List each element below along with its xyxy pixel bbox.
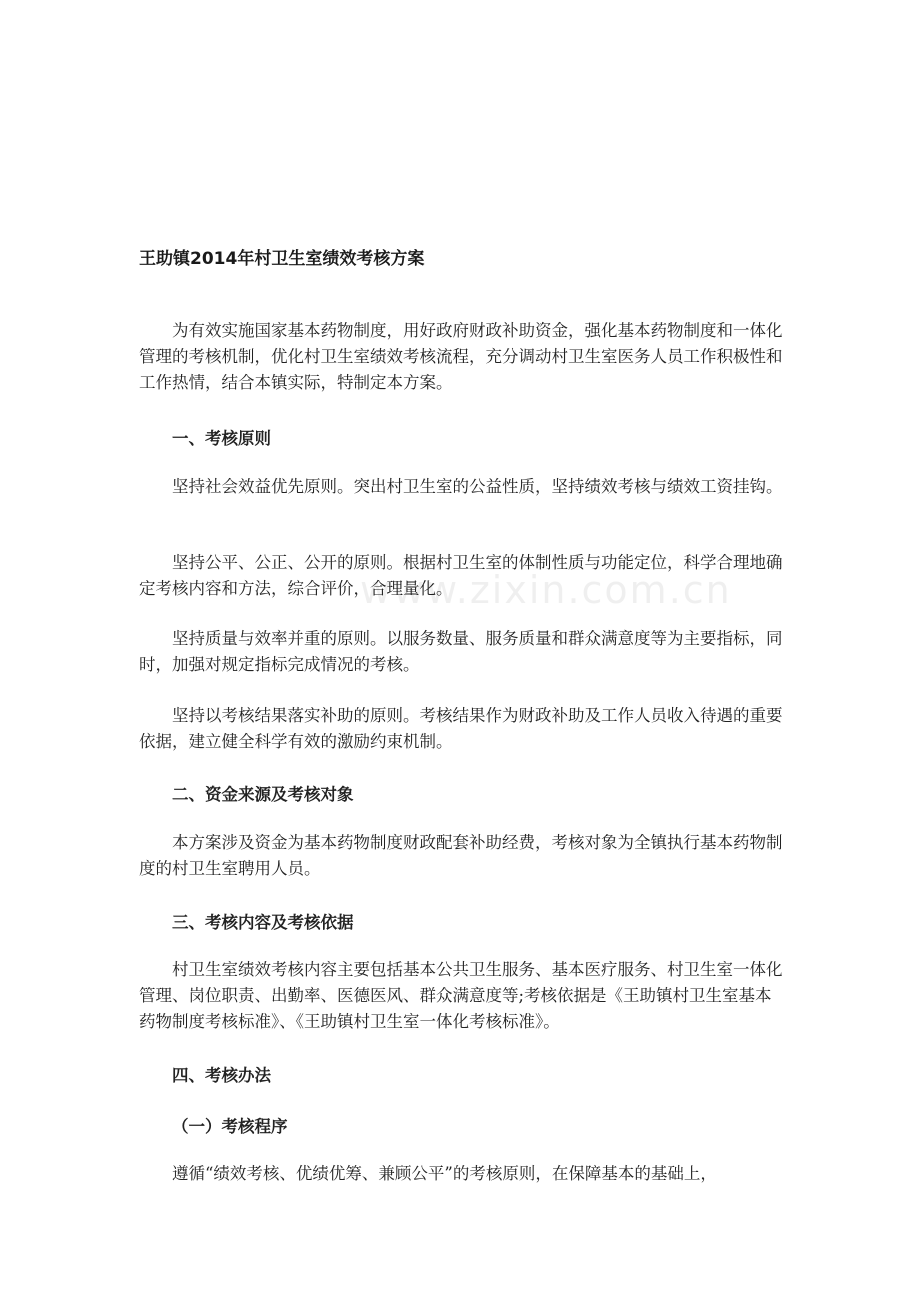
section-heading-1: 一、考核原则	[172, 429, 271, 448]
section-heading-4: 四、考核办法	[172, 1066, 271, 1085]
section-heading-3: 三、考核内容及考核依据	[172, 913, 354, 932]
principle-paragraph-1: 坚持社会效益优先原则。突出村卫生室的公益性质，坚持绩效考核与绩效工资挂钩。	[172, 477, 783, 496]
principle-paragraph-3: 坚持质量与效率并重的原则。以服务数量、服务质量和群众满意度等为主要指标，同时，加强对规定指标完成情况的考核。	[139, 629, 783, 674]
subsection-heading-1: （一）考核程序	[172, 1117, 288, 1136]
intro-paragraph: 为有效实施国家基本药物制度，用好政府财政补助资金，强化基本药物制度和一体化管理的考核机制，优化村卫生室绩效考核流程，充分调动村卫生室医务人员工作积极性和工作热情，结合本镇实际，特制定本方案。	[139, 321, 783, 392]
procedure-paragraph: 遵循“绩效考核、优绩优筹、兼顾公平”的考核原则，在保障基本的基础上，	[172, 1164, 717, 1183]
section-heading-2: 二、资金来源及考核对象	[172, 785, 354, 804]
principle-paragraph-4: 坚持以考核结果落实补助的原则。考核结果作为财政补助及工作人员收入待遇的重要依据，建立健全科学有效的激励约束机制。	[139, 706, 783, 751]
watermark: www.zixin.com.cn	[360, 568, 732, 612]
principle-paragraph-2: 坚持公平、公正、公开的原则。根据村卫生室的体制性质与功能定位，科学合理地确定考核内容和方法，综合评价，合理量化。	[139, 553, 783, 598]
funding-paragraph: 本方案涉及资金为基本药物制度财政配套补助经费，考核对象为全镇执行基本药物制度的村卫生室聘用人员。	[139, 833, 783, 878]
document-title: 王助镇2014年村卫生室绩效考核方案	[139, 249, 425, 269]
content-paragraph: 村卫生室绩效考核内容主要包括基本公共卫生服务、基本医疗服务、村卫生室一体化管理、岗位职责、出勤率、医德医风、群众满意度等;考核依据是《王助镇村卫生室基本药物制度考核标准》、《王助镇村卫生室一体化考核标准》。	[139, 960, 783, 1031]
